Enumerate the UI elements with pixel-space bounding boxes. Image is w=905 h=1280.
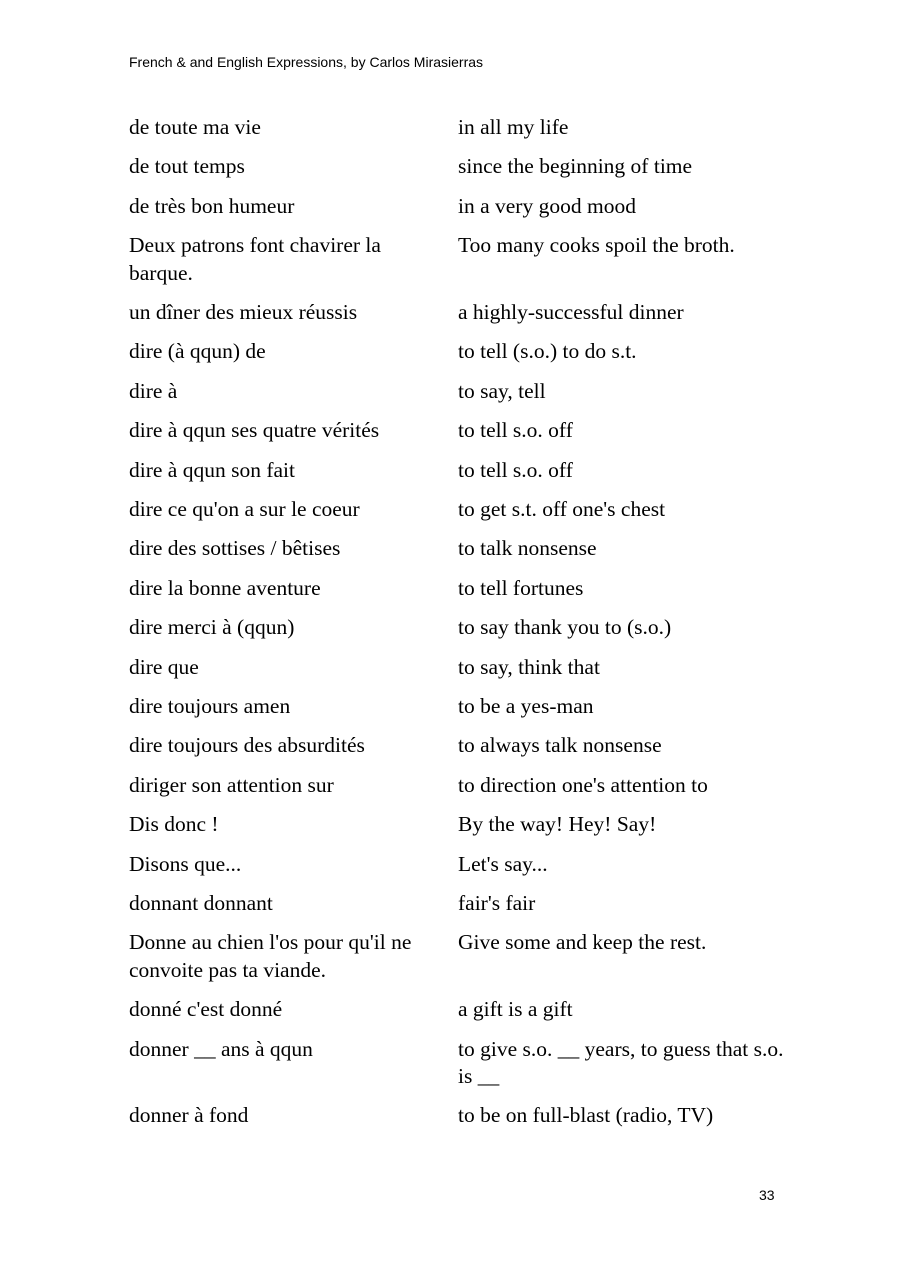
french-expression: dire que: [129, 654, 199, 679]
french-expression: dire des sottises / bêtises: [129, 536, 341, 561]
english-translation: to always talk nonsense: [458, 733, 662, 758]
english-translation: to tell (s.o.) to do s.t.: [458, 339, 637, 364]
french-expression: de très bon humeur: [129, 193, 295, 218]
french-expression: un dîner des mieux réussis: [129, 300, 358, 325]
expression-row: [129, 811, 809, 839]
english-translation: By the way! Hey! Say!: [458, 812, 657, 837]
french-expression: dire (à qqun) de: [129, 339, 266, 364]
french-expression: dire toujours amen: [129, 693, 291, 718]
french-expression: Dis donc !: [129, 812, 219, 837]
french-expression: Deux patrons font chavirer la barque.: [129, 233, 381, 285]
expression-row: [129, 654, 809, 682]
expression-row: [129, 153, 809, 181]
running-header: French & and English Expressions, by Carlos Mirasierras: [129, 54, 484, 70]
english-translation: to tell fortunes: [458, 575, 584, 600]
french-expression: dire à: [129, 378, 178, 403]
english-translation: to get s.t. off one's chest: [458, 497, 666, 522]
english-translation: to give s.o. __ years, to guess that s.o. is __: [458, 1036, 784, 1089]
expression-row: [129, 851, 809, 879]
expression-row: [129, 693, 809, 721]
french-expression: dire ce qu'on a sur le coeur: [129, 497, 360, 522]
expression-row: [129, 114, 809, 142]
english-translation: to say, tell: [458, 378, 546, 403]
english-translation: to be on full-blast (radio, TV): [458, 1103, 714, 1128]
expression-list: [129, 114, 809, 1142]
english-translation: in all my life: [458, 115, 569, 139]
french-expression: donner __ ans à qqun: [129, 1036, 313, 1061]
english-translation: to direction one's attention to: [458, 772, 708, 797]
english-translation: to say thank you to (s.o.): [458, 615, 672, 640]
english-translation: to tell s.o. off: [458, 418, 573, 443]
french-expression: dire à qqun ses quatre vérités: [129, 418, 380, 443]
french-expression: donnant donnant: [129, 890, 273, 915]
expression-row: [129, 193, 809, 221]
expression-row: [129, 232, 809, 287]
french-expression: dire à qqun son fait: [129, 457, 295, 482]
expression-row: [129, 996, 809, 1024]
expression-row: [129, 1102, 809, 1130]
french-expression: Disons que...: [129, 851, 242, 876]
english-translation: to talk nonsense: [458, 536, 597, 561]
french-expression: donné c'est donné: [129, 997, 283, 1022]
english-translation: a gift is a gift: [458, 997, 573, 1022]
french-expression: donner à fond: [129, 1103, 249, 1128]
english-translation: fair's fair: [458, 890, 536, 915]
english-translation: to tell s.o. off: [458, 457, 573, 482]
expression-row: [129, 299, 809, 327]
french-expression: de tout temps: [129, 154, 245, 179]
expression-row: [129, 535, 809, 563]
english-translation: since the beginning of time: [458, 154, 693, 179]
expression-row: [129, 732, 809, 760]
english-translation: to say, think that: [458, 654, 600, 679]
french-expression: de toute ma vie: [129, 115, 261, 139]
french-expression: dire toujours des absurdités: [129, 733, 365, 758]
english-translation: Give some and keep the rest.: [458, 930, 707, 955]
expression-row: [129, 772, 809, 800]
expression-row: [129, 378, 809, 406]
french-expression: dire la bonne aventure: [129, 575, 321, 600]
french-expression: dire merci à (qqun): [129, 615, 295, 640]
expression-row: [129, 1036, 809, 1091]
french-expression: Donne au chien l'os pour qu'il ne convoite pas ta viande.: [129, 930, 412, 982]
english-translation: in a very good mood: [458, 193, 636, 218]
expression-row: [129, 575, 809, 603]
english-translation: Let's say...: [458, 851, 548, 876]
expression-row: [129, 417, 809, 445]
expression-row: [129, 890, 809, 918]
english-translation: to be a yes-man: [458, 693, 594, 718]
expression-row: [129, 457, 809, 485]
expression-row: [129, 338, 809, 366]
english-translation: a highly-successful dinner: [458, 300, 684, 325]
english-translation: Too many cooks spoil the broth.: [458, 233, 735, 258]
french-expression: diriger son attention sur: [129, 772, 334, 797]
expression-row: [129, 614, 809, 642]
page-number: 33: [759, 1187, 775, 1203]
expression-row: [129, 929, 809, 984]
expression-row: [129, 496, 809, 524]
